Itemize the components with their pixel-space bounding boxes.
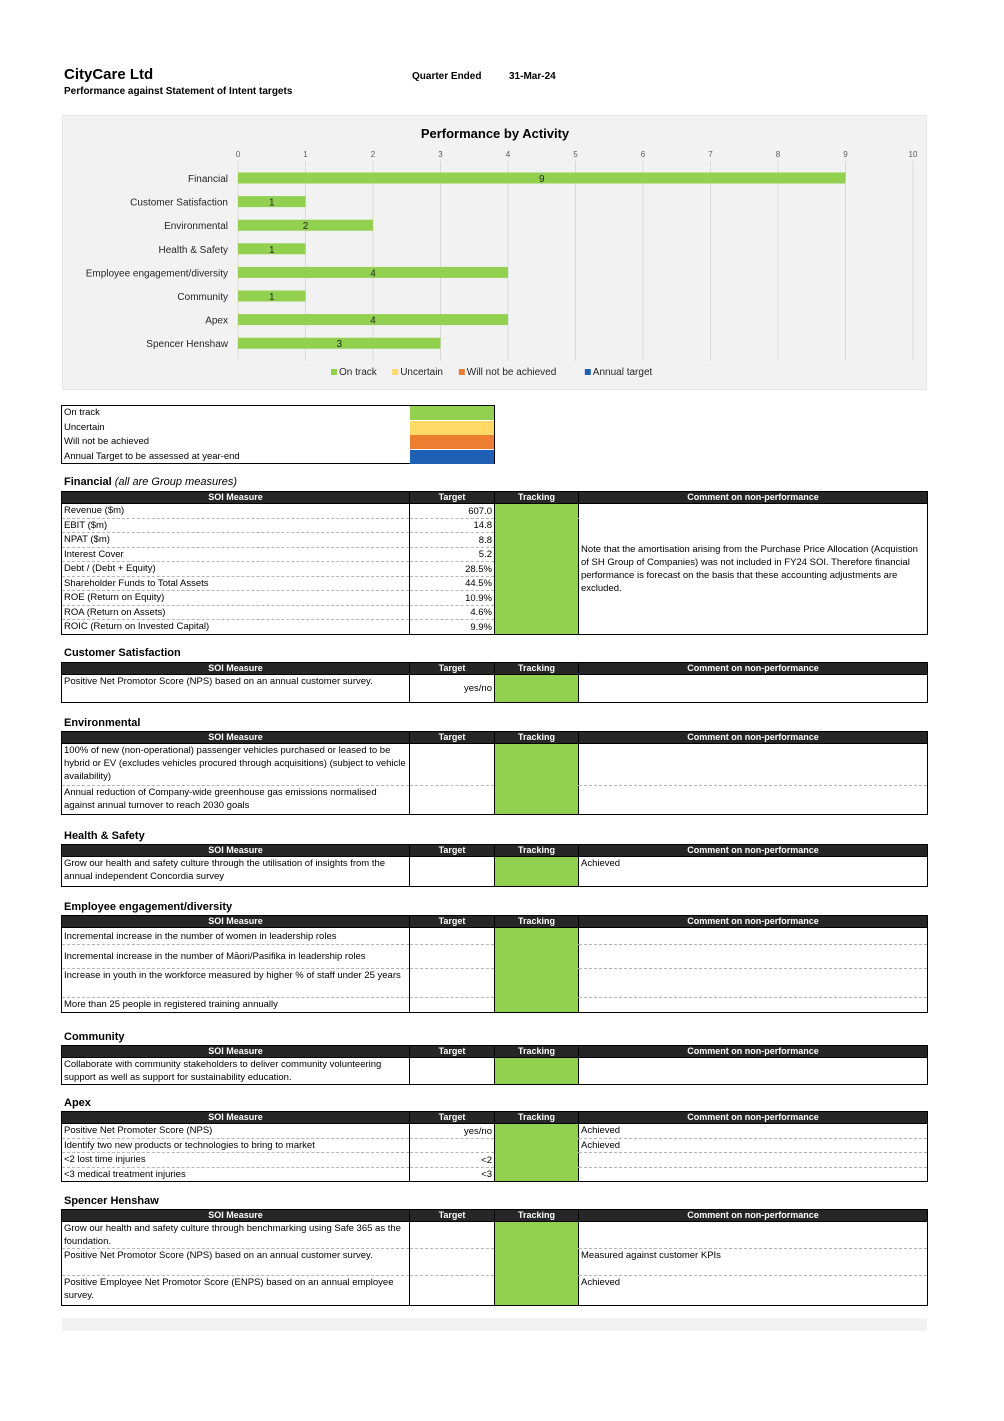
col-target: Target <box>410 1046 495 1058</box>
col-measure: SOI Measure <box>62 1046 410 1058</box>
section-title-apex: Apex <box>64 1097 91 1109</box>
target-cell <box>410 1058 495 1085</box>
col-comment: Comment on non-performance <box>579 845 928 857</box>
table-row <box>62 675 928 703</box>
chart-data-label: 1 <box>268 244 275 256</box>
measure-cell: NPAT ($m) <box>62 533 410 548</box>
table-header-row <box>62 663 928 675</box>
quarter-date: 31-Mar-24 <box>509 71 556 82</box>
comment-cell: Achieved <box>579 1124 928 1139</box>
tracking-cell <box>495 786 579 815</box>
chart-tick-label: 2 <box>370 150 376 159</box>
tracking-cell <box>495 547 579 562</box>
comment-cell <box>579 675 928 703</box>
tracking-cell <box>495 945 579 969</box>
table-row <box>62 1138 928 1153</box>
target-cell: 5.2 <box>410 547 495 562</box>
tracking-cell <box>495 533 579 548</box>
section-title-community: Community <box>64 1031 125 1043</box>
status-legend-swatch <box>410 406 494 420</box>
target-cell: 4.6% <box>410 605 495 620</box>
measure-cell: Positive Employee Net Promotor Score (ENPS) based on an annual employee survey. <box>62 1276 410 1306</box>
performance-chart <box>62 115 927 390</box>
comment-cell: Achieved <box>579 1138 928 1153</box>
measure-cell: Positive Net Promotor Score (NPS) based on an annual customer survey. <box>62 675 410 703</box>
measure-cell: ROIC (Return on Invested Capital) <box>62 620 410 635</box>
tracking-cell <box>495 1276 579 1306</box>
tracking-cell <box>495 969 579 998</box>
chart-legend-swatch <box>459 369 465 375</box>
col-measure: SOI Measure <box>62 663 410 675</box>
target-cell: 607.0 <box>410 504 495 519</box>
table-row <box>62 928 928 945</box>
tracking-cell <box>495 1124 579 1139</box>
table-header-row <box>62 732 928 744</box>
health-table <box>61 844 928 887</box>
col-comment: Comment on non-performance <box>579 732 928 744</box>
footer-bar <box>62 1318 927 1331</box>
tracking-cell <box>495 1153 579 1168</box>
section-title-financial <box>64 476 237 488</box>
table-header-row <box>62 1112 928 1124</box>
tracking-cell <box>495 591 579 606</box>
table-row <box>62 945 928 969</box>
measure-cell: ROA (Return on Assets) <box>62 605 410 620</box>
col-target: Target <box>410 845 495 857</box>
chart-data-label: 1 <box>268 292 275 303</box>
col-measure: SOI Measure <box>62 845 410 857</box>
measure-cell: Positive Net Promoter Score (NPS) <box>62 1124 410 1139</box>
table-row <box>62 857 928 887</box>
chart-category-label: Apex <box>205 315 228 327</box>
chart-data-label: 3 <box>336 339 343 351</box>
col-target: Target <box>410 1112 495 1124</box>
measure-cell: Revenue ($m) <box>62 504 410 519</box>
measure-cell: Grow our health and safety culture through benchmarking using Safe 365 as the foundation. <box>62 1222 410 1249</box>
status-legend-will-not <box>62 435 494 449</box>
chart-data-label: 2 <box>302 221 309 233</box>
table-header-row <box>62 845 928 857</box>
target-cell <box>410 945 495 969</box>
target-cell: 8.8 <box>410 533 495 548</box>
community-table <box>61 1045 928 1085</box>
status-legend-label: Uncertain <box>64 421 105 433</box>
comment-cell: Measured against customer KPIs <box>579 1249 928 1276</box>
table-row <box>62 998 928 1013</box>
table-row <box>62 786 928 815</box>
chart-tick-label: 8 <box>775 150 781 159</box>
chart-tick-label: 10 <box>908 150 918 159</box>
chart-legend-label: On track <box>339 367 377 378</box>
measure-cell: Debt / (Debt + Equity) <box>62 562 410 577</box>
target-cell <box>410 744 495 786</box>
target-cell <box>410 857 495 887</box>
measure-cell: Incremental increase in the number of Māori/Pasifika in leadership roles <box>62 945 410 969</box>
col-tracking: Tracking <box>495 1112 579 1124</box>
chart-legend-swatch <box>392 369 398 375</box>
quarter-label: Quarter Ended <box>412 71 482 82</box>
table-row <box>62 1249 928 1276</box>
col-target: Target <box>410 663 495 675</box>
table-row <box>62 1276 928 1306</box>
chart-category-label: Environmental <box>164 221 228 233</box>
col-comment: Comment on non-performance <box>579 916 928 928</box>
target-cell: 10.9% <box>410 591 495 606</box>
col-measure: SOI Measure <box>62 916 410 928</box>
tracking-cell <box>495 1222 579 1249</box>
target-cell: yes/no <box>410 1124 495 1139</box>
col-comment: Comment on non-performance <box>579 1112 928 1124</box>
spencer-table <box>61 1209 928 1306</box>
table-row <box>62 1167 928 1182</box>
target-cell <box>410 1276 495 1306</box>
status-legend-on-track <box>62 406 494 420</box>
col-tracking: Tracking <box>495 732 579 744</box>
financial-comment: Note that the amortisation arising from the Purchase Price Allocation (Acquistion of SH Group of Companies) was not included in FY24 SOI. Therefore financial performance is forecast on the basis that these accounting adjustments are excluded. <box>579 504 928 635</box>
target-cell: yes/no <box>410 675 495 703</box>
tracking-cell <box>495 857 579 887</box>
chart-legend-label: Uncertain <box>400 367 444 378</box>
measure-cell: Shareholder Funds to Total Assets <box>62 576 410 591</box>
tracking-cell <box>495 1058 579 1085</box>
tracking-cell <box>495 744 579 786</box>
measure-cell: 100% of new (non-operational) passenger vehicles purchased or leased to be hybrid or EV (excludes vehicles procured through acquisitions) (subject to vehicle availability) <box>62 744 410 786</box>
chart-legend-label: Annual target <box>592 367 653 378</box>
col-tracking: Tracking <box>495 916 579 928</box>
status-legend-annual <box>62 450 494 464</box>
table-row <box>62 744 928 786</box>
col-comment: Comment on non-performance <box>579 1046 928 1058</box>
table-header-row <box>62 1046 928 1058</box>
col-measure: SOI Measure <box>62 732 410 744</box>
performance-chart-svg <box>63 116 928 391</box>
col-comment: Comment on non-performance <box>579 1210 928 1222</box>
tracking-cell <box>495 562 579 577</box>
comment-cell <box>579 786 928 815</box>
tracking-cell <box>495 675 579 703</box>
chart-category-label: Financial <box>187 174 228 185</box>
chart-legend-swatch <box>331 369 337 375</box>
table-row <box>62 1058 928 1085</box>
col-measure: SOI Measure <box>62 1210 410 1222</box>
chart-tick-label: 9 <box>843 150 848 159</box>
table-header-row <box>62 916 928 928</box>
company-name: CityCare Ltd <box>64 66 154 83</box>
target-cell <box>410 786 495 815</box>
environmental-table <box>61 731 928 815</box>
chart-category-label: Health & Safety <box>158 244 228 256</box>
chart-tick-label: 6 <box>640 150 646 159</box>
status-legend-swatch <box>410 421 494 435</box>
tracking-cell <box>495 1249 579 1276</box>
measure-cell: <3 medical treatment injuries <box>62 1167 410 1182</box>
chart-category-label: Spencer Henshaw <box>146 339 228 351</box>
measure-cell: ROE (Return on Equity) <box>62 591 410 606</box>
col-tracking: Tracking <box>495 663 579 675</box>
col-tracking: Tracking <box>495 1210 579 1222</box>
target-cell <box>410 969 495 998</box>
comment-cell <box>579 1167 928 1182</box>
apex-table <box>61 1111 928 1182</box>
chart-data-label: 9 <box>538 174 545 185</box>
chart-tick-label: 3 <box>438 150 443 159</box>
comment-cell <box>579 1153 928 1168</box>
target-cell: 28.5% <box>410 562 495 577</box>
comment-cell <box>579 998 928 1013</box>
report-subtitle: Performance against Statement of Intent targets <box>64 86 293 97</box>
table-row <box>62 1153 928 1168</box>
col-tracking: Tracking <box>495 845 579 857</box>
target-cell: <2 <box>410 1153 495 1168</box>
chart-category-label: Customer Satisfaction <box>130 197 228 209</box>
comment-cell <box>579 1222 928 1249</box>
status-legend-swatch <box>410 435 494 449</box>
status-legend-uncertain <box>62 421 494 435</box>
measure-cell: EBIT ($m) <box>62 518 410 533</box>
tracking-cell <box>495 504 579 519</box>
col-comment: Comment on non-performance <box>579 492 928 504</box>
section-title-note: (all are Group measures) <box>114 476 238 488</box>
chart-data-label: 4 <box>370 315 376 327</box>
tracking-cell <box>495 928 579 945</box>
chart-legend-label: Will not be achieved <box>466 367 557 378</box>
col-tracking: Tracking <box>495 1046 579 1058</box>
col-target: Target <box>410 492 495 504</box>
target-cell <box>410 928 495 945</box>
target-cell <box>410 1249 495 1276</box>
col-target: Target <box>410 1210 495 1222</box>
tracking-cell <box>495 1167 579 1182</box>
col-measure: SOI Measure <box>62 1112 410 1124</box>
section-title-health: Health & Safety <box>64 830 145 842</box>
chart-data-label: 1 <box>268 197 275 209</box>
measure-cell: Positive Net Promotor Score (NPS) based on an annual customer survey. <box>62 1249 410 1276</box>
section-title-customer: Customer Satisfaction <box>64 647 181 659</box>
customer-table <box>61 662 928 703</box>
target-cell: 14.8 <box>410 518 495 533</box>
chart-legend-swatch <box>585 369 591 375</box>
tracking-cell <box>495 605 579 620</box>
financial-table <box>61 491 928 635</box>
tracking-cell <box>495 576 579 591</box>
status-legend-label: Will not be achieved <box>64 436 150 447</box>
measure-cell: Collaborate with community stakeholders to deliver community volunteering support as well as support for sustainability education. <box>62 1058 410 1085</box>
table-row <box>62 504 928 519</box>
section-title-text: Financial <box>64 476 112 488</box>
table-row <box>62 1222 928 1249</box>
measure-cell: Interest Cover <box>62 547 410 562</box>
chart-tick-label: 1 <box>303 150 308 159</box>
measure-cell: More than 25 people in registered training annually <box>62 998 410 1013</box>
target-cell <box>410 1138 495 1153</box>
table-header-row <box>62 1210 928 1222</box>
tracking-cell <box>495 998 579 1013</box>
comment-cell <box>579 945 928 969</box>
employee-table <box>61 915 928 1013</box>
chart-category-label: Employee engagement/diversity <box>85 268 228 280</box>
target-cell: <3 <box>410 1167 495 1182</box>
comment-cell <box>579 744 928 786</box>
section-title-employee: Employee engagement/diversity <box>64 901 233 913</box>
measure-cell: Annual reduction of Company-wide greenhouse gas emissions normalised against annual turnover to reach 2030 goals <box>62 786 410 815</box>
chart-tick-label: 7 <box>708 150 713 159</box>
target-cell: 9.9% <box>410 620 495 635</box>
chart-tick-label: 5 <box>573 150 578 159</box>
comment-cell <box>579 928 928 945</box>
measure-cell: Increase in youth in the workforce measured by higher % of staff under 25 years <box>62 969 410 998</box>
comment-cell <box>579 1058 928 1085</box>
comment-cell <box>579 969 928 998</box>
tracking-cell <box>495 620 579 635</box>
target-cell <box>410 998 495 1013</box>
col-tracking: Tracking <box>495 492 579 504</box>
table-header-row <box>62 492 928 504</box>
chart-tick-label: 0 <box>235 150 241 159</box>
status-legend <box>61 405 495 464</box>
chart-category-label: Community <box>177 292 228 303</box>
section-title-spencer: Spencer Henshaw <box>64 1195 159 1207</box>
tracking-cell <box>495 1138 579 1153</box>
col-measure: SOI Measure <box>62 492 410 504</box>
measure-cell: Incremental increase in the number of women in leadership roles <box>62 928 410 945</box>
col-comment: Comment on non-performance <box>579 663 928 675</box>
col-target: Target <box>410 916 495 928</box>
target-cell <box>410 1222 495 1249</box>
measure-cell: <2 lost time injuries <box>62 1153 410 1168</box>
comment-cell: Achieved <box>579 1276 928 1306</box>
chart-tick-label: 4 <box>505 150 511 159</box>
col-target: Target <box>410 732 495 744</box>
section-title-environmental: Environmental <box>64 717 141 729</box>
chart-data-label: 4 <box>370 268 376 280</box>
status-legend-swatch <box>410 450 494 464</box>
comment-cell: Achieved <box>579 857 928 887</box>
table-row <box>62 1124 928 1139</box>
table-row <box>62 969 928 998</box>
target-cell: 44.5% <box>410 576 495 591</box>
status-legend-label: Annual Target to be assessed at year-end <box>64 450 240 462</box>
status-legend-label: On track <box>64 407 100 418</box>
measure-cell: Identify two new products or technologies to bring to market <box>62 1138 410 1153</box>
measure-cell: Grow our health and safety culture through the utilisation of insights from the annual independent Concordia survey <box>62 857 410 887</box>
chart-title: Performance by Activity <box>420 126 570 141</box>
tracking-cell <box>495 518 579 533</box>
